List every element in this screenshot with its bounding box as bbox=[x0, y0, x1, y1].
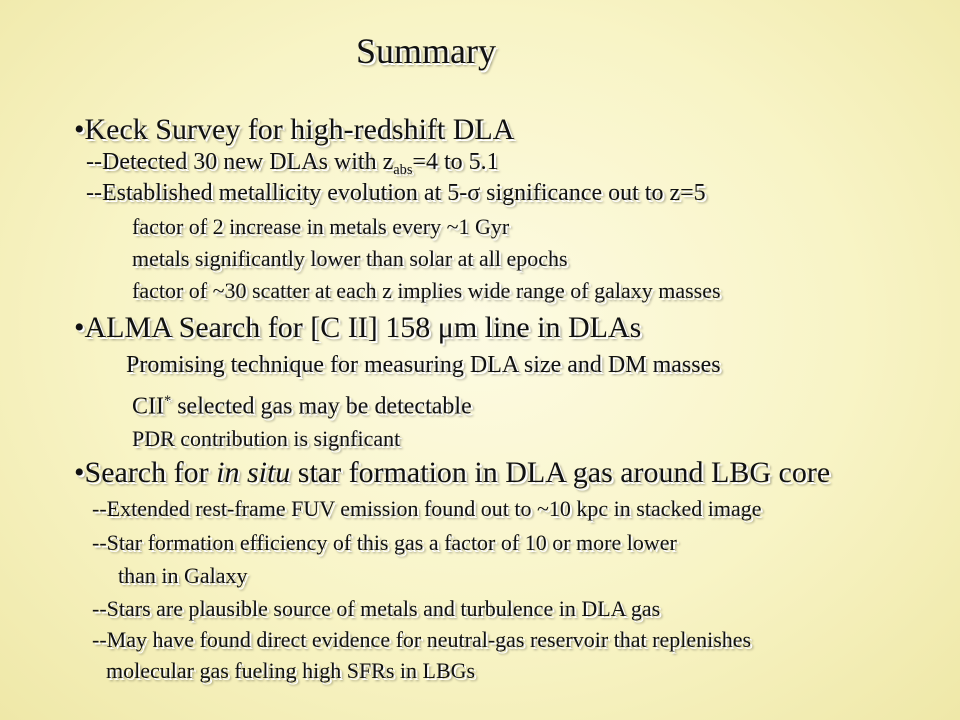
slide-title: Summary bbox=[356, 31, 496, 71]
keck-line-metallicity: --Established metallicity evolution at 5-σ significance out to z=5 bbox=[86, 180, 706, 206]
keck-line-detected: --Detected 30 new DLAs with $z_{abs}=4$ to 5.1 bbox=[86, 149, 499, 179]
insitu-heading: •Search for in situ star formation in DLA gas around LBG core bbox=[74, 456, 831, 489]
insitu-line-reservoir: --May have found direct evidence for neutral-gas reservoir that replenishes bbox=[92, 627, 752, 652]
alma-line-technique: Promising technique for measuring DLA size and DM masses bbox=[126, 352, 721, 378]
insitu-line-galaxy: than in Galaxy bbox=[118, 563, 248, 588]
alma-line-pdr: PDR contribution is signficant bbox=[132, 426, 401, 451]
insitu-line-efficiency: --Star formation efficiency of this gas a factor of 10 or more lower bbox=[92, 530, 677, 555]
keck-heading: •Keck Survey for high-redshift DLA bbox=[74, 113, 515, 146]
alma-line-cii: CII* selected gas may be detectable bbox=[132, 393, 472, 420]
keck-line-scatter: factor of ~30 scatter at each z implies wide range of galaxy masses bbox=[132, 278, 721, 303]
alma-heading: •ALMA Search for [C II] 158 μm line in DLAs bbox=[74, 311, 642, 344]
keck-line-metals-lower: metals significantly lower than solar at all epochs bbox=[132, 246, 568, 271]
insitu-line-fueling: molecular gas fueling high SFRs in LBGs bbox=[106, 658, 476, 683]
insitu-line-fuv: --Extended rest-frame FUV emission found out to ~10 kpc in stacked image bbox=[92, 496, 762, 521]
keck-line-factor2: factor of 2 increase in metals every ~1 Gyr bbox=[132, 214, 510, 239]
insitu-line-stars: --Stars are plausible source of metals and turbulence in DLA gas bbox=[92, 596, 661, 621]
